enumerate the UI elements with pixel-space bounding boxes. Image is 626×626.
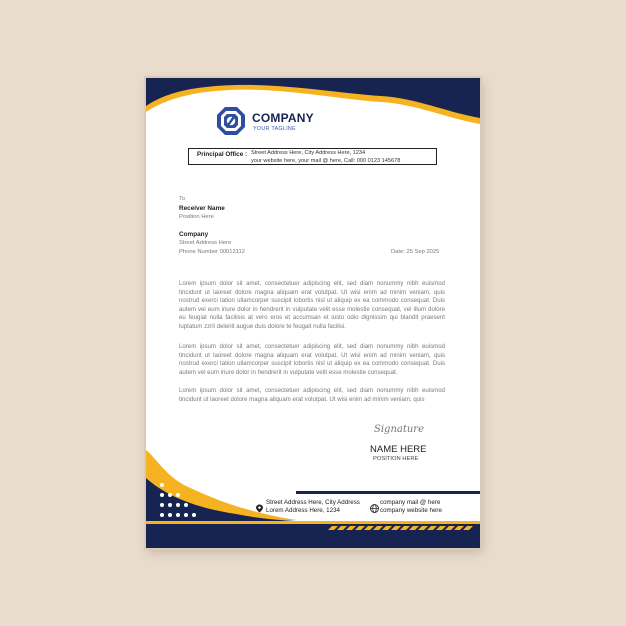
- footer-yellow-line: [146, 521, 480, 524]
- footer-contact: [380, 499, 442, 515]
- to-label: To: [179, 196, 186, 202]
- office-address: Street Address Here, City Address Here, 1234: [251, 150, 366, 156]
- letterhead-page: [146, 78, 480, 548]
- signature-script: Signature: [374, 424, 425, 435]
- body-paragraph-1: Lorem ipsum dolor sit amet, consectetuer adipiscing elit, sed diam nonummy nibh euismod tincidunt ut laoreet dolore magna aliquam erat volutpat. Ut wisi enim ad minim veniam, quis nostrud exerci tation ullamcorper suscipit lobortis nisl ut aliquip ex ea commodo consequat. Duis autem vel eum iriure dolor in hendrerit in vulputate velit esse molestie consequat, vel illum dolore eu feugiat nulla facilisis at vero eros et accumsan et iusto odio dignissim qui blandit praesent luptatum zzril delenit augue duis dolore te feugait nulla facilisi.: [179, 280, 445, 330]
- footer-mail: company mail @ here: [380, 499, 441, 506]
- letter-date: Date: 25 Sep 2025: [391, 249, 440, 255]
- office-label: Principal Office :: [197, 151, 248, 158]
- sender-address: Street Address Here: [179, 240, 232, 246]
- receiver-name: Receiver Name: [179, 205, 225, 212]
- sender-phone: Phone Number 00012112: [179, 249, 245, 255]
- footer-address-line2: Lorem Address Here, 1234: [266, 507, 340, 514]
- footer-address-line1: Street Address Here, City Address: [266, 499, 360, 506]
- company-name: COMPANY: [252, 111, 314, 125]
- signer-name: NAME HERE: [370, 444, 427, 455]
- body-paragraph-3: Lorem ipsum dolor sit amet, consectetuer adipiscing elit, sed diam nonummy nibh euismod tincidunt ut laoreet dolore magna aliquam erat volutpat. Ut wisi enim ad minim veniam, quis: [179, 387, 445, 403]
- footer-divider: [296, 491, 480, 494]
- sender-company: Company: [179, 231, 209, 238]
- office-contact: your website here, your mail @ here, Call: 000 0123 145678: [251, 158, 401, 164]
- location-pin-icon: [255, 504, 264, 513]
- body-paragraph-2: Lorem ipsum dolor sit amet, consectetuer adipiscing elit, sed diam nonummy nibh euismod tincidunt ut laoreet dolore magna aliquam erat volutpat. Ut wisi enim ad minim veniam, quis nostrud exerci tation ullamcorper suscipit lobortis nisl ut aliquip ex ea commodo consequat. Duis autem vel eum iriure dolor in hendrerit in vulputate velit esse molestie consequat.: [179, 343, 445, 376]
- footer-website: company website here: [380, 507, 442, 514]
- receiver-position: Position Here: [179, 214, 214, 220]
- octagon-logo-icon: [216, 106, 246, 136]
- signer-position: POSITION HERE: [373, 456, 419, 462]
- company-tagline: YOUR TAGLINE: [253, 126, 296, 132]
- globe-icon: [370, 504, 379, 513]
- footer-address: [266, 499, 360, 515]
